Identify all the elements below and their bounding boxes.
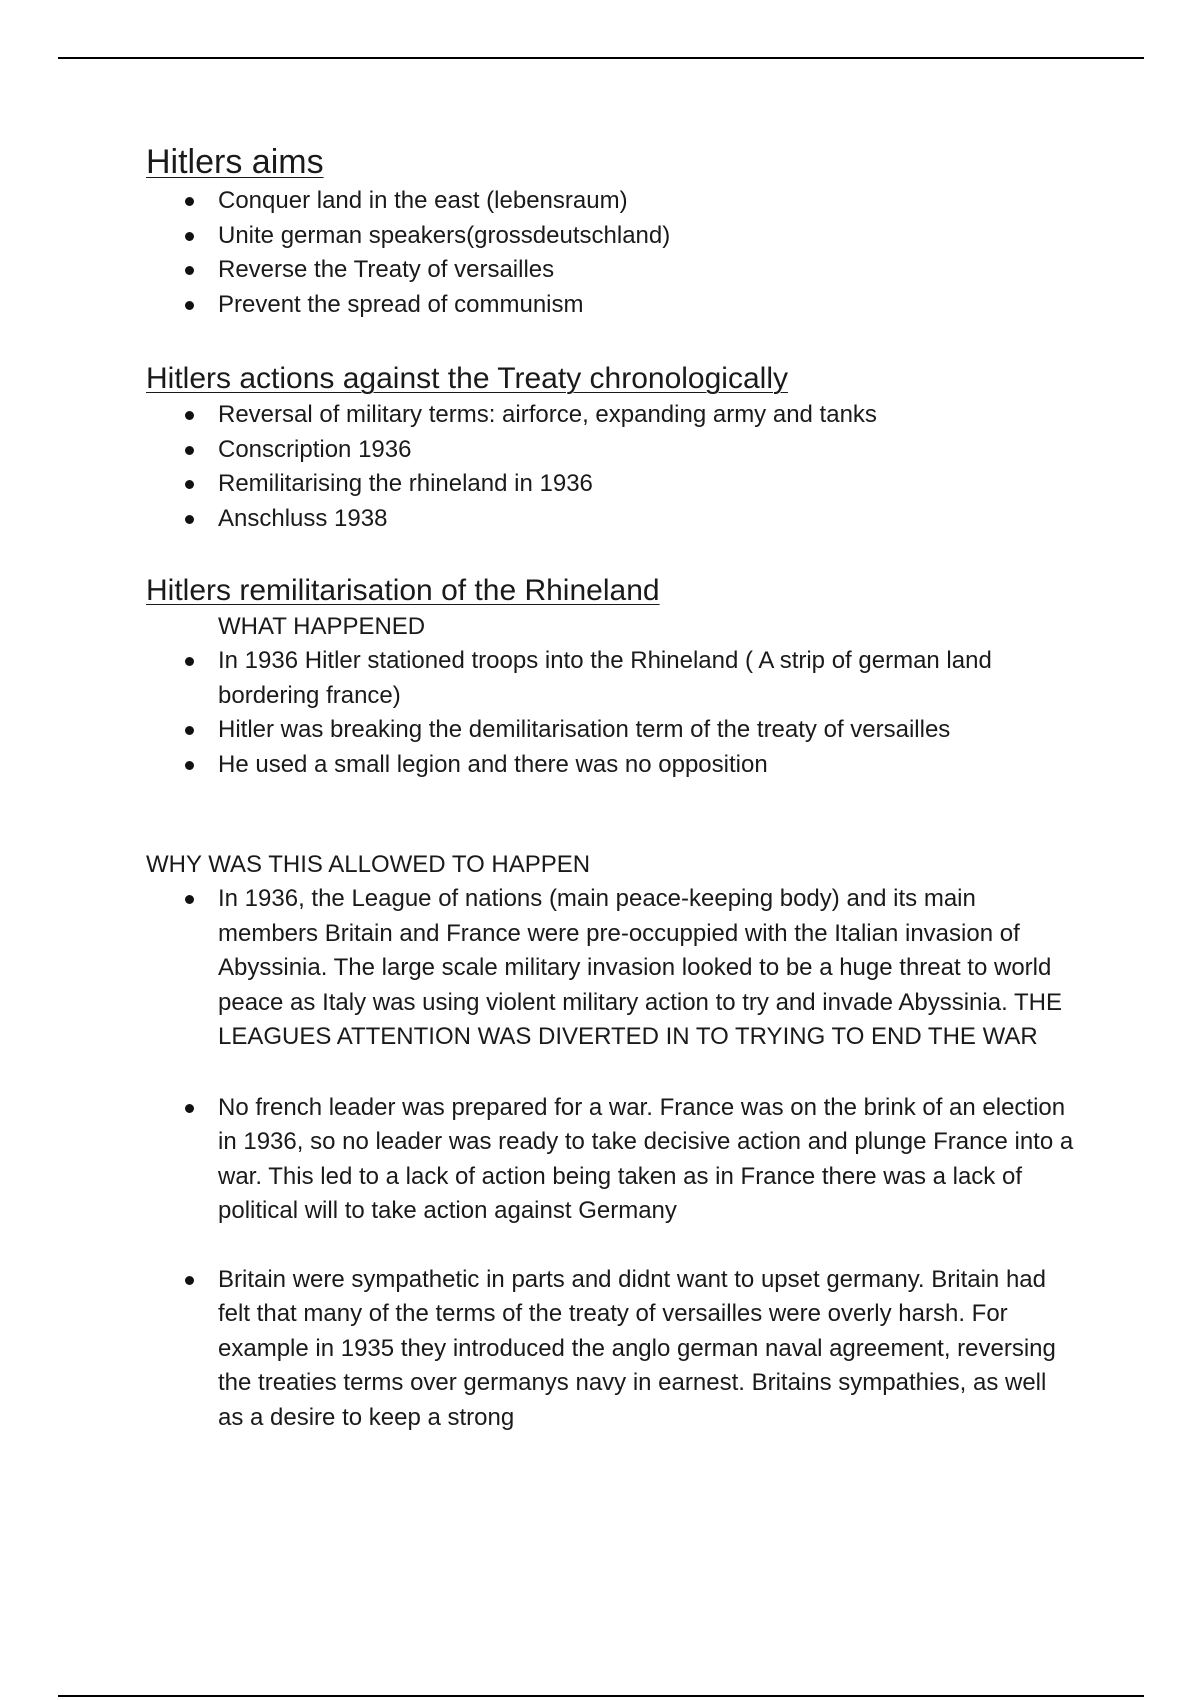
list-item: Hitler was breaking the demilitarisation term of the treaty of versailles: [146, 713, 1076, 748]
list-item: Conscription 1936: [146, 433, 1076, 468]
what-happened-heading: WHAT HAPPENED: [218, 613, 426, 640]
list-item: He used a small legion and there was no opposition: [146, 748, 1076, 783]
top-rule: [58, 57, 1144, 59]
section-title-aims: Hitlers aims: [146, 143, 324, 181]
aims-list: [146, 184, 1076, 322]
why-list: [146, 882, 1076, 1435]
bottom-rule: [58, 1695, 1144, 1697]
list-item: In 1936, the League of nations (main peace-keeping body) and its main members Britain and France were pre-occuppied with the Italian invasion of Abyssinia. The large scale military invasion looked to be a huge threat to world peace as Italy was using violent military action to try and invade Abyssinia. THE LEAGUES ATTENTION WAS DIVERTED IN TO TRYING TO END THE WAR: [146, 882, 1076, 1055]
list-item: Unite german speakers(grossdeutschland): [146, 219, 1076, 254]
list-item: Reversal of military terms: airforce, expanding army and tanks: [146, 398, 1076, 433]
section-title-rhineland: Hitlers remilitarisation of the Rhineland: [146, 574, 660, 607]
document-body: [146, 142, 1076, 1435]
what-happened-list: [146, 644, 1076, 782]
list-item: Conquer land in the east (lebensraum): [146, 184, 1076, 219]
list-item: In 1936 Hitler stationed troops into the Rhineland ( A strip of german land bordering france): [146, 644, 1076, 713]
list-item: Remilitarising the rhineland in 1936: [146, 467, 1076, 502]
list-item: Prevent the spread of communism: [146, 288, 1076, 323]
list-item: Reverse the Treaty of versailles: [146, 253, 1076, 288]
section-title-actions: Hitlers actions against the Treaty chronologically: [146, 362, 788, 395]
list-item: Britain were sympathetic in parts and didnt want to upset germany. Britain had felt that many of the terms of the treaty of versailles were overly harsh. For example in 1935 they introduced the anglo german naval agreement, reversing the treaties terms over germanys navy in earnest. Britains sympathies, as well as a desire to keep a strong: [146, 1263, 1076, 1436]
list-item: Anschluss 1938: [146, 502, 1076, 537]
actions-list: [146, 398, 1076, 536]
list-item: No french leader was prepared for a war. France was on the brink of an election in 1936, so no leader was ready to take decisive action and plunge France into a war. This led to a lack of action being taken as in France there was a lack of political will to take action against Germany: [146, 1091, 1076, 1229]
why-heading: WHY WAS THIS ALLOWED TO HAPPEN: [146, 851, 591, 878]
